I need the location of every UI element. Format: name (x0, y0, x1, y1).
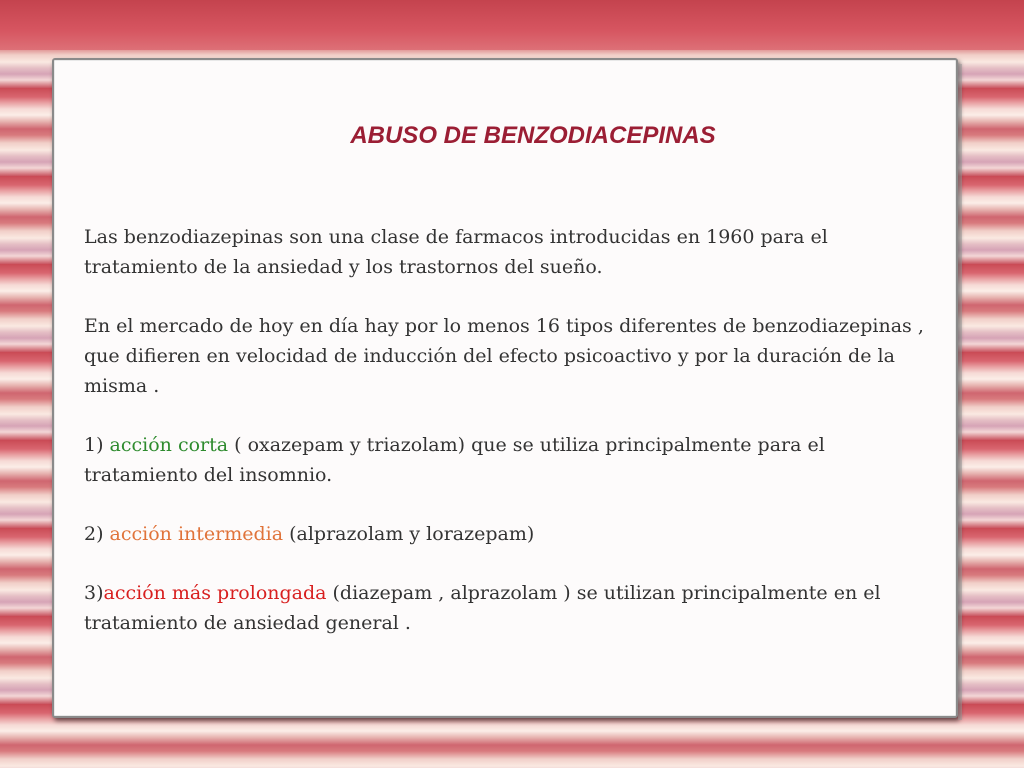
item-description: ( oxazepam y triazolam) que se utiliza principalmente para el tratamiento del insomnio. (84, 434, 825, 486)
short-action-label: acción corta (109, 434, 229, 456)
item-number: 1) (84, 434, 110, 456)
background-band (0, 0, 1024, 50)
list-item-intermediate-action (84, 519, 944, 549)
market-paragraph: En el mercado de hoy en día hay por lo menos 16 tipos diferentes de benzodiazepinas , que difieren en velocidad de inducción del efecto psicoactivo y por la duración de la misma . (84, 315, 924, 397)
intermediate-action-label: acción intermedia (109, 523, 284, 545)
slide-body (84, 222, 944, 667)
list-item-long-action (84, 578, 944, 638)
slide-panel (52, 58, 958, 718)
list-item-short-action (84, 430, 944, 490)
item-description: (alprazolam y lorazepam) (283, 523, 535, 545)
slide-title: ABUSO DE BENZODIACEPINAS (350, 122, 716, 149)
intro-paragraph: Las benzodiazepinas son una clase de farmacos introducidas en 1960 para el tratamiento de la ansiedad y los trastornos del sueño. (84, 226, 828, 278)
long-action-label: acción más prolongada (103, 582, 327, 604)
item-number: 2) (84, 523, 110, 545)
item-number: 3) (84, 582, 104, 604)
item-description: (diazepam , alprazolam ) se utilizan principalmente en el tratamiento de ansiedad general . (84, 582, 881, 634)
